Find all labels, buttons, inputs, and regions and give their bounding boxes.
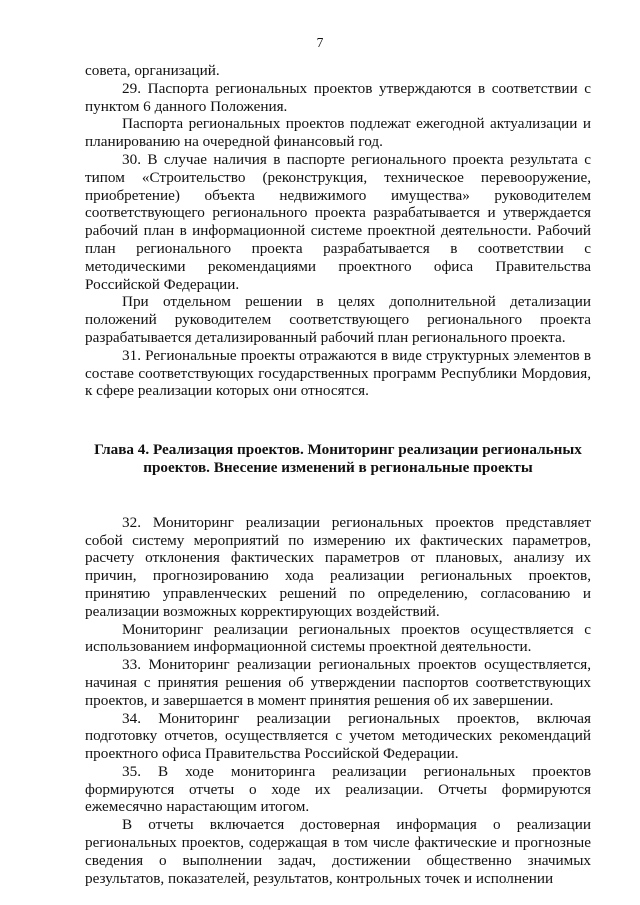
chapter-heading-line: проектов. Внесение изменений в региональные проекты [143, 458, 533, 476]
paragraph: совета, организаций. [85, 62, 220, 79]
page-number: 7 [316, 35, 324, 50]
paragraph: В отчеты включается достоверная информация о реализации региональных проектов, содержащая в том числе фактические и прогнозные сведения о выполнении задач, достижении общественно значимых результатов, показателей, результатов, контрольных точек и исполнении [85, 816, 591, 887]
document-body [85, 62, 591, 887]
paragraph: 30. В случае наличия в паспорте регионального проекта результата с типом «Строительство (реконструкция, техническое перевооружение, приобретение) объекта недвижимого имущества» руководителем соответствующего регионального проекта разрабатывается и утверждается рабочий план в информационной системе проектной деятельности. Рабочий план регионального проекта разрабатывается в соответствии с методическими рекомендациями проектного офиса Правительства Российской Федерации. [85, 150, 591, 293]
paragraph: 33. Мониторинг реализации региональных проектов осуществляется, начиная с принятия решения об утверждении паспортов соответствующих проектов, и завершается в момент принятия решения об их завершении. [85, 656, 591, 709]
chapter-heading [85, 441, 591, 477]
paragraph: 32. Мониторинг реализации региональных проектов представляет собой систему мероприятий по измерению их фактических параметров, расчету отклонения фактических параметров от плановых, анализу их причин, прогнозированию хода реализации региональных проектов, принятию управленческих решений по определению, согласованию и реализации возможных корректирующих воздействий. [85, 513, 591, 620]
paragraph: 35. В ходе мониторинга реализации региональных проектов формируются отчеты о ходе их реализации. Отчеты формируются ежемесячно нарастающим итогом. [85, 762, 591, 816]
section-after-heading [85, 514, 591, 888]
paragraph: 34. Мониторинг реализации региональных проектов, включая подготовку отчетов, осуществляется с учетом методических рекомендаций проектного офиса Правительства Российской Федерации. [85, 709, 591, 763]
chapter-heading-line: Глава 4. Реализация проектов. Мониторинг реализации региональных [94, 441, 582, 459]
paragraph: При отдельном решении в целях дополнительной детализации положений руководителем соответствующего регионального проекта разрабатывается детализированный рабочий план регионального проекта. [85, 293, 591, 346]
paragraph: 31. Региональные проекты отражаются в виде структурных элементов в составе соответствующих государственных программ Республики Мордовия, к сфере реализации которых они относятся. [85, 346, 591, 400]
paragraph: Мониторинг реализации региональных проектов осуществляется с использованием информационной системы проектной деятельности. [85, 620, 591, 656]
section-before-heading [85, 62, 591, 400]
paragraph: Паспорта региональных проектов подлежат ежегодной актуализации и планированию на очередной финансовый год. [85, 115, 591, 151]
paragraph: 29. Паспорта региональных проектов утверждаются в соответствии с пунктом 6 данного Положения. [85, 79, 591, 115]
